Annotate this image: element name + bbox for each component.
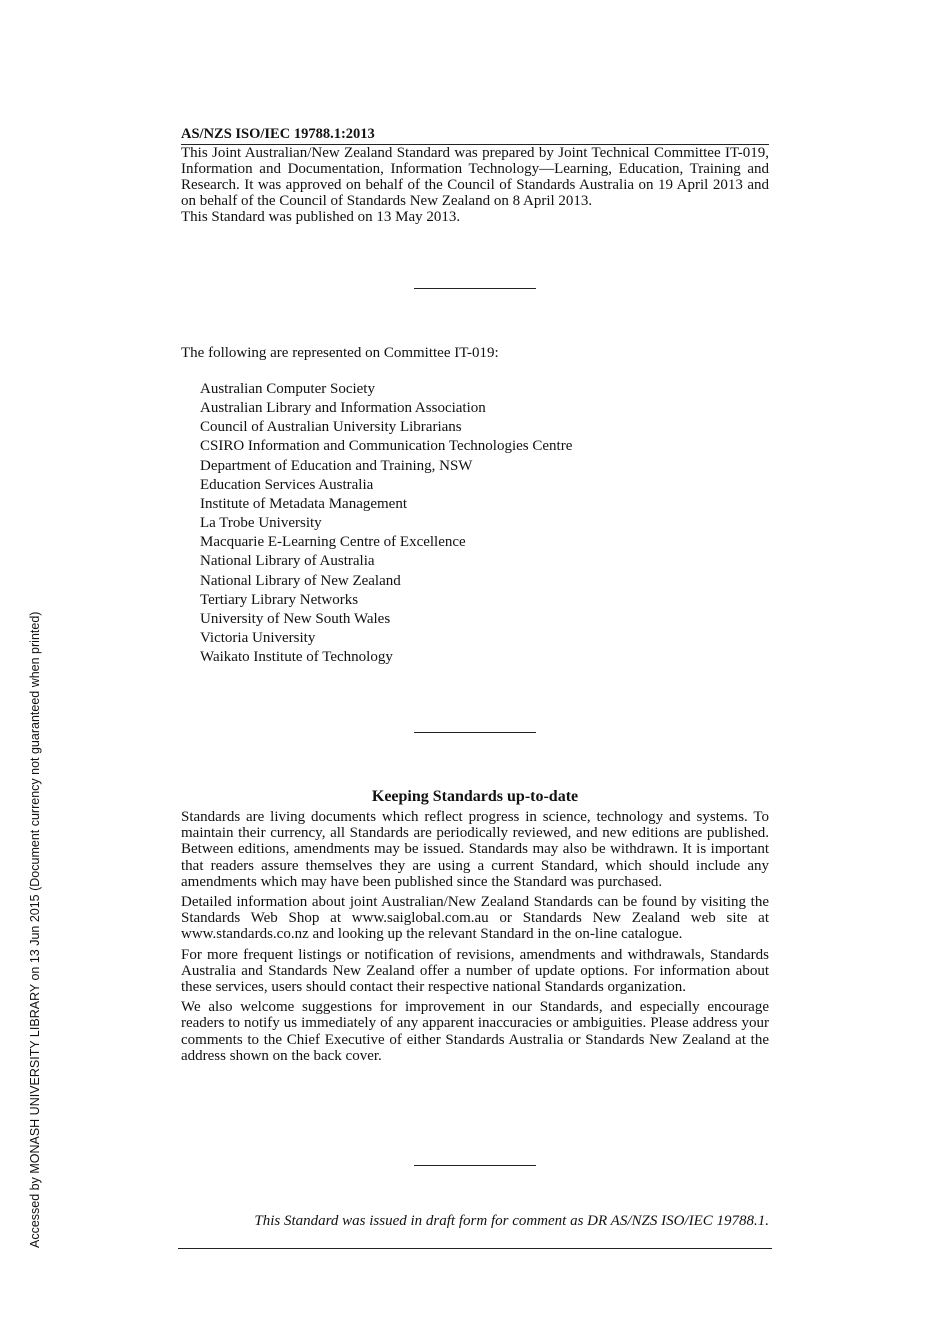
body-paragraph: Detailed information about joint Australian/New Zealand Standards can be found by visiting the Standards Web Shop at www.saiglobal.com.au or Standards New Zealand web site at www.standards.co.nz and looking up the relevant Standard in the on-line catalogue. bbox=[181, 894, 769, 943]
body-paragraph: For more frequent listings or notification of revisions, amendments and withdrawals, Standards Australia and Standards New Zealand offer a number of update options. For information about these services, users should contact their respective national Standards organization. bbox=[181, 946, 769, 996]
access-watermark: Accessed by MONASH UNIVERSITY LIBRARY on 13 Jun 2015 (Document currency not guaranteed when printed) bbox=[28, 611, 42, 1248]
prepared-by-text: This Joint Australian/New Zealand Standard was prepared by Joint Technical Committee IT-019, Information and Documentation, Information Technology—Learning, Education, Training and Research. It was approved on behalf of the Council of Standards Australia on 19 April 2013 and on behalf of the Council of Standards New Zealand on 8 April 2013. bbox=[181, 145, 769, 209]
committee-member: National Library of New Zealand bbox=[200, 572, 401, 589]
committee-member: Australian Library and Information Association bbox=[200, 400, 486, 417]
committee-member: Education Services Australia bbox=[200, 476, 374, 493]
body-paragraph: Standards are living documents which reflect progress in science, technology and systems. To maintain their currency, all Standards are periodically reviewed, and new editions are published. Between editions, amendments may be issued. Standards may also be withdrawn. It is important that readers assure themselves they are using a current Standard, which should include any amendments which may have been published since the Standard was purchased. bbox=[181, 809, 769, 890]
draft-form-note: This Standard was issued in draft form for comment as DR AS/NZS ISO/IEC 19788.1. bbox=[254, 1213, 769, 1229]
keeping-standards-body bbox=[181, 809, 769, 1068]
approval-statement bbox=[181, 145, 769, 225]
committee-member: University of New South Wales bbox=[200, 610, 391, 627]
committee-member: Victoria University bbox=[200, 630, 316, 647]
keeping-standards-heading: Keeping Standards up-to-date bbox=[371, 788, 579, 805]
body-paragraph: We also welcome suggestions for improvement in our Standards, and especially encourage readers to notify us immediately of any apparent inaccuracies or ambiguities. Please address your comments to the Chief Executive of either Standards Australia or Standards New Zealand at the address shown on the back cover. bbox=[181, 999, 769, 1064]
published-date-text: This Standard was published on 13 May 2013. bbox=[181, 209, 461, 225]
committee-member-list bbox=[200, 380, 572, 667]
committee-member: National Library of Australia bbox=[200, 553, 375, 570]
committee-member: CSIRO Information and Communication Technologies Centre bbox=[200, 438, 573, 455]
committee-member: Council of Australian University Librarians bbox=[200, 419, 462, 436]
committee-member: Institute of Metadata Management bbox=[200, 495, 408, 512]
committee-member: Department of Education and Training, NSW bbox=[200, 457, 473, 474]
section-divider bbox=[414, 1165, 536, 1166]
committee-member: La Trobe University bbox=[200, 515, 322, 532]
committee-member: Waikato Institute of Technology bbox=[200, 649, 393, 666]
committee-member: Macquarie E-Learning Centre of Excellence bbox=[200, 534, 466, 551]
section-divider bbox=[414, 732, 536, 733]
committee-intro: The following are represented on Committee IT-019: bbox=[181, 345, 499, 361]
committee-member: Tertiary Library Networks bbox=[200, 591, 359, 608]
standard-id-heading: AS/NZS ISO/IEC 19788.1:2013 bbox=[181, 126, 769, 145]
section-divider bbox=[414, 288, 536, 289]
committee-member: Australian Computer Society bbox=[200, 381, 375, 397]
footer-rule bbox=[178, 1248, 772, 1249]
